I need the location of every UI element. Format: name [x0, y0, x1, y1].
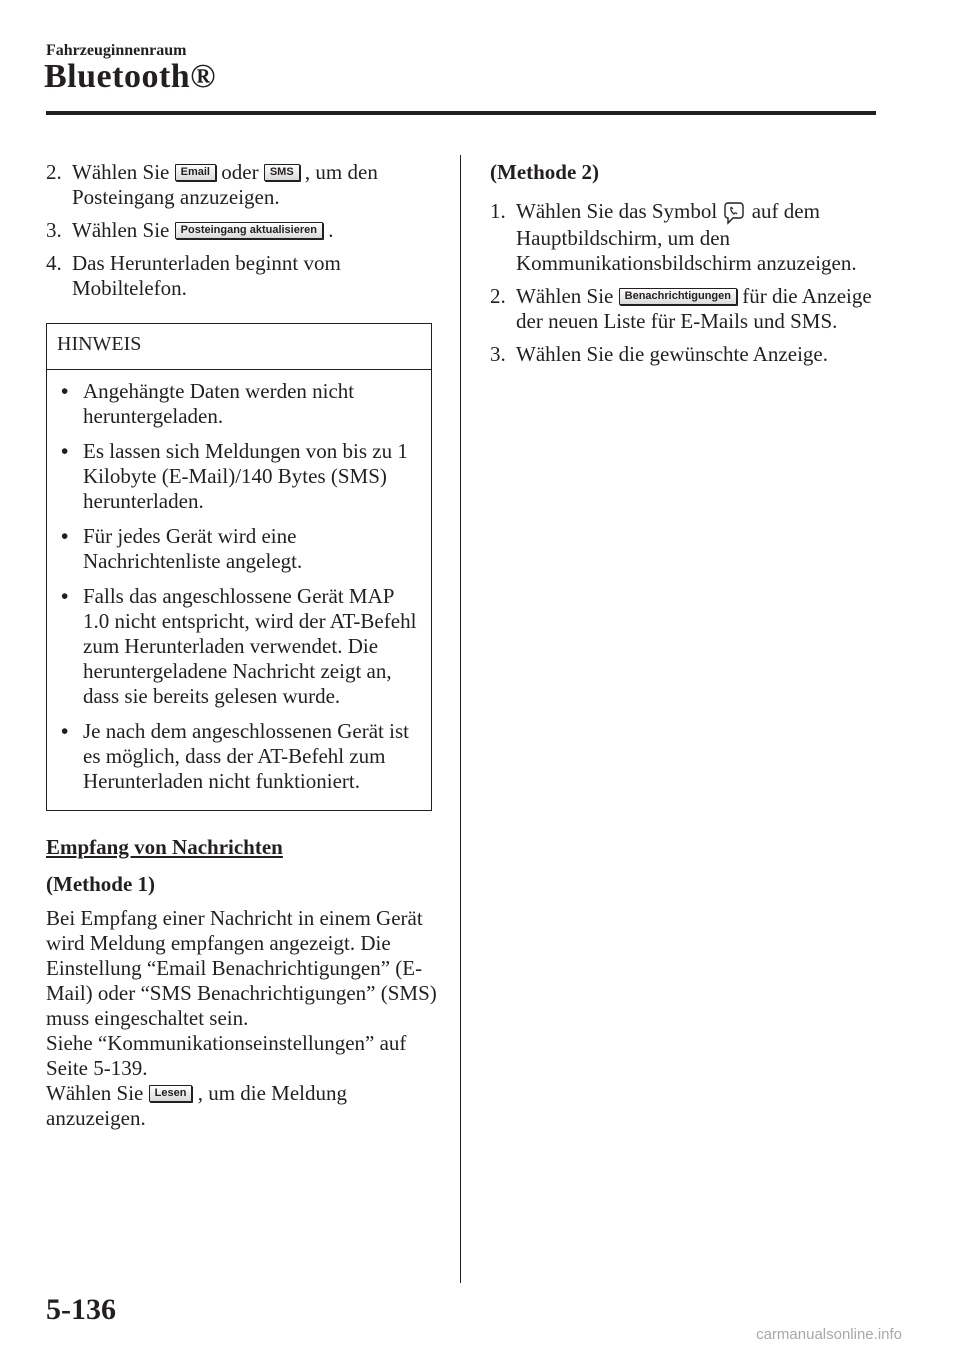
sms-button: SMS: [264, 164, 300, 181]
paragraph-text: Wählen Sie: [46, 1081, 149, 1105]
note-text: Angehängte Daten werden nicht heruntergeladen.: [83, 379, 355, 428]
bullet-icon: •: [61, 439, 69, 463]
bullet-icon: •: [61, 379, 69, 403]
header-rule: [46, 111, 876, 115]
paragraph-text: , um die Meldung anzuzeigen.: [46, 1081, 348, 1130]
note-bullet: [57, 719, 421, 794]
step-text: Wählen Sie die gewünschte Anzeige.: [516, 342, 828, 367]
bullet-icon: •: [61, 584, 69, 608]
step-2: [46, 160, 438, 210]
step-text: Wählen Sie das Symbol: [516, 199, 723, 223]
step-number: 2.: [490, 284, 506, 309]
note-bullet: [57, 524, 421, 574]
step-number: 3.: [490, 342, 506, 367]
step-number: 1.: [490, 199, 506, 223]
step-text: Wählen Sie: [72, 218, 175, 242]
step-3: [490, 342, 890, 367]
communication-icon: [722, 200, 746, 226]
section-subheading: Empfang von Nachrichten: [46, 835, 283, 859]
note-body: [47, 370, 431, 810]
step-text: Wählen Sie: [72, 160, 175, 184]
note-box: [46, 323, 432, 811]
step-number: 3.: [46, 218, 62, 242]
paragraph: Bei Empfang einer Nachricht in einem Gerät wird Meldung empfangen angezeigt. Die Einstellung “Email Benachrichtigungen” (E-Mail) oder “SMS Benachrichtigungen” (SMS) muss eingeschaltet sein.: [46, 906, 437, 1030]
step-4: [46, 251, 438, 301]
column-divider: [460, 155, 461, 1283]
refresh-inbox-button: Posteingang aktualisieren: [175, 222, 323, 239]
chapter-title: Bluetooth®: [44, 58, 217, 95]
step-text: auf dem Hauptbildschirm, um den Kommunikationsbildschirm anzuzeigen.: [516, 199, 857, 276]
step-1: [490, 199, 890, 276]
method-2-heading: (Methode 2): [490, 160, 600, 184]
right-column: [490, 160, 890, 375]
step-text: .: [322, 218, 334, 242]
note-text: Es lassen sich Meldungen von bis zu 1 Kilobyte (E-Mail)/140 Bytes (SMS) herunterladen.: [83, 439, 408, 513]
step-text: Wählen Sie: [516, 284, 619, 309]
note-bullet: [57, 584, 421, 709]
step-text: oder: [216, 160, 264, 184]
note-bullet: [57, 439, 421, 514]
note-title: HINWEIS: [47, 324, 431, 370]
note-text: Falls das angeschlossene Gerät MAP 1.0 nicht entspricht, wird der AT-Befehl zum Herunterladen verwendet. Die heruntergeladene Nachricht zeigt an, dass sie bereits gelesen wurde.: [83, 584, 417, 708]
read-button: Lesen: [149, 1085, 193, 1102]
note-text: Für jedes Gerät wird eine Nachrichtenliste angelegt.: [83, 524, 303, 573]
bullet-icon: •: [61, 524, 69, 548]
notifications-button: Benachrichtigungen: [619, 288, 737, 305]
note-text: Je nach dem angeschlossenen Gerät ist es möglich, dass der AT-Befehl zum Herunterladen nicht funktioniert.: [83, 719, 409, 793]
bullet-icon: •: [61, 719, 69, 743]
left-column: [46, 160, 438, 1131]
step-3: [46, 218, 438, 243]
step-number: 2.: [46, 160, 62, 184]
paragraph: [46, 1081, 438, 1131]
email-button: Email: [175, 164, 216, 181]
paragraph: Siehe “Kommunikationseinstellungen” auf Seite 5-139.: [46, 1031, 407, 1080]
section-label: Fahrzeuginnenraum: [46, 42, 187, 59]
step-text: Das Herunterladen beginnt vom Mobiltelefon.: [72, 251, 341, 300]
step-text: für die Anzeige der neuen Liste für E-Mails und SMS.: [516, 284, 872, 334]
step-2: [490, 284, 890, 334]
step-text: , um den Posteingang anzuzeigen.: [72, 160, 378, 209]
watermark: carmanualsonline.info: [756, 1326, 902, 1343]
step-number: 4.: [46, 251, 62, 275]
method-1-heading: (Methode 1): [46, 872, 156, 896]
page-number: 5-136: [46, 1293, 116, 1326]
note-bullet: [57, 379, 421, 429]
